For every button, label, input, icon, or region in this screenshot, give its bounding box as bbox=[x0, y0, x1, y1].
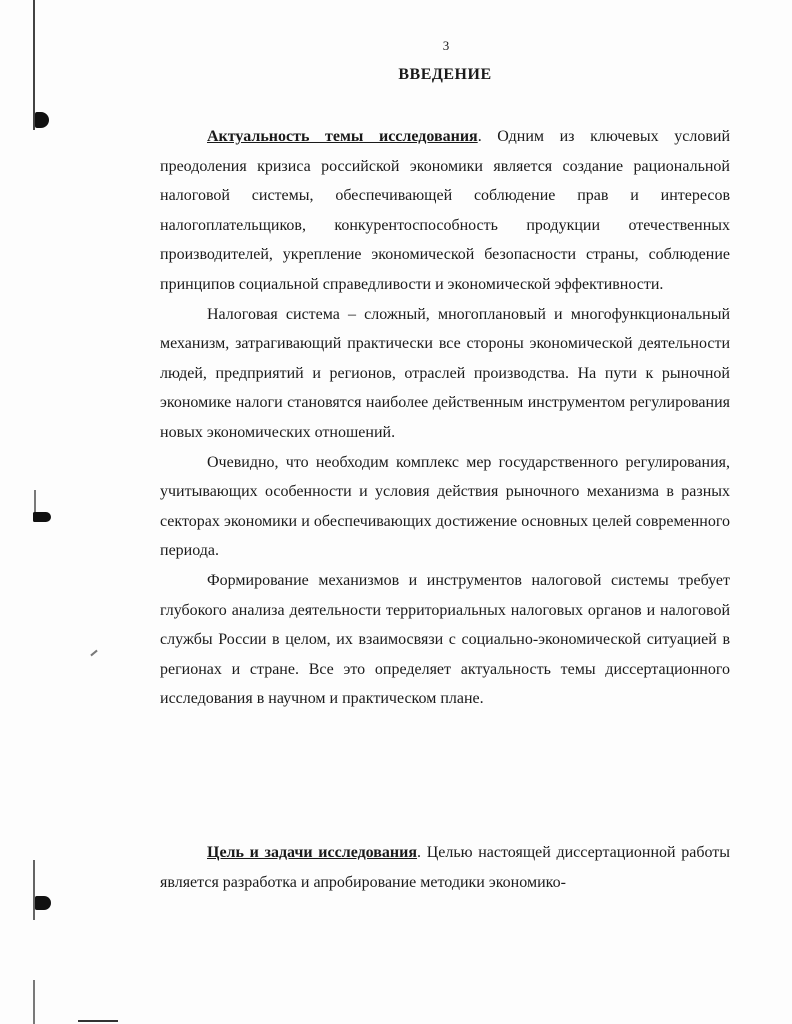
scan-mark bbox=[33, 512, 51, 522]
scan-margin-line bbox=[33, 980, 35, 1024]
scan-mark bbox=[35, 112, 49, 128]
page-number: 3 bbox=[442, 38, 450, 53]
paragraph-formation: Формирование механизмов и инструментов налоговой системы требует глубокого анализа деятельности территориальных налоговых органов и налоговой службы России в целом, их взаимосвязи с социально-экономической ситуацией в регионах и стране. Все это определяет актуальность темы диссертационного исследования в научном и практическом плане. bbox=[160, 571, 730, 708]
relevance-lead: Актуальность темы исследования bbox=[207, 128, 478, 145]
goal-text: . Целью настоящей диссертационной работы является разработка и апробирование методики экономико- bbox=[160, 844, 731, 891]
paragraph-tax-system: Налоговая система – сложный, многоплановый и многофункциональный механизм, затрагивающий практически все стороны экономической деятельности людей, предприятий и регионов, отраслей производства. На пути к рыночной экономике налоги становятся наиболее действенным инструментом регулирования новых экономических отношений. bbox=[160, 305, 730, 441]
scan-bottom-rule bbox=[78, 1020, 118, 1022]
paragraph-relevance bbox=[160, 122, 730, 300]
relevance-text: . Одним из ключевых условий преодоления кризиса российской экономики является создание рациональной налоговой системы, обеспечивающей соблюдение прав и интересов налогоплательщиков, конкурентоспособность продукции отечественных производителей, укрепление экономической безопасности страны, соблюдение принципов социальной справедливости и экономической эффективности. bbox=[160, 128, 730, 293]
scan-mark bbox=[35, 896, 51, 910]
body-text bbox=[160, 122, 730, 714]
paragraph-obviously: Очевидно, что необходим комплекс мер государственного регулирования, учитывающих особенности и условия действия рыночного механизма в разных секторах экономики и обеспечивающих достижение основных целей современного периода. bbox=[160, 453, 730, 560]
body-text-goal bbox=[160, 838, 730, 897]
paragraph-goal bbox=[160, 838, 730, 897]
goal-lead: Цель и задачи исследования bbox=[207, 844, 418, 861]
scan-margin-line bbox=[33, 860, 35, 920]
page-title: ВВЕДЕНИЕ bbox=[398, 66, 492, 83]
scan-margin-line bbox=[33, 0, 35, 130]
scan-speck bbox=[90, 650, 97, 657]
